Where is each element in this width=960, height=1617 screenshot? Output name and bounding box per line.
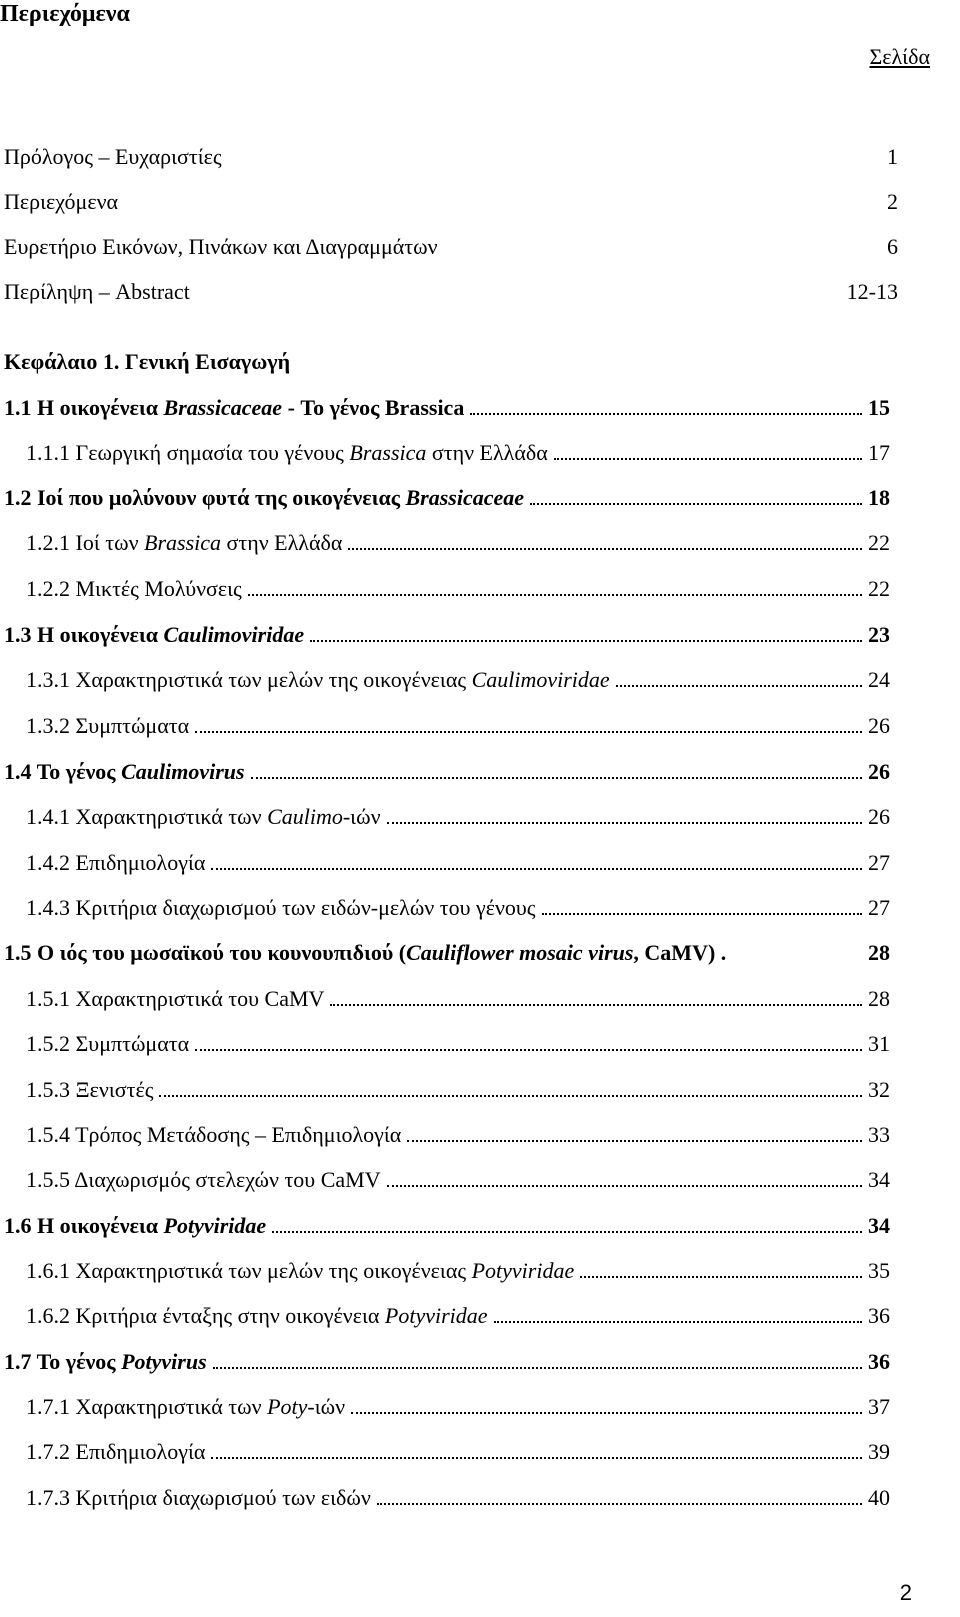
toc-leader — [387, 1185, 862, 1187]
toc-entry-title: 1.6.2 Κριτήρια ένταξης στην οικογένεια Potyviridae — [26, 1303, 488, 1328]
toc-entry-title: 1.6 Η οικογένεια Potyviridae — [4, 1213, 267, 1238]
toc-entry-title: Πρόλογος – Ευχαριστίες — [4, 144, 222, 169]
toc-entry — [26, 1301, 890, 1331]
toc-leader — [272, 1231, 862, 1233]
toc-entry-title: 1.4.1 Χαρακτηριστικά των Caulimo-ιών — [26, 804, 381, 829]
toc-leader — [542, 913, 863, 915]
toc-entry-page: 24 — [868, 667, 890, 692]
toc-entry-page: 39 — [868, 1439, 890, 1464]
toc-entry-title: 1.2.2 Μικτές Μολύνσεις — [26, 576, 242, 601]
toc-entry — [26, 438, 890, 468]
toc-entry-page: 33 — [868, 1122, 890, 1147]
toc-entry — [4, 483, 890, 513]
toc-leader — [348, 548, 862, 550]
toc-entry-page: 2 — [887, 189, 898, 214]
toc-entry-title: Ευρετήριο Εικόνων, Πινάκων και Διαγραμμάτων — [4, 234, 438, 259]
toc-entry-page: 26 — [868, 804, 890, 829]
toc-entry — [26, 1392, 890, 1422]
toc-entry-title: 1.4.2 Επιδημιολογία — [26, 850, 206, 875]
toc-leader — [195, 1049, 862, 1051]
toc-entry-page: 23 — [868, 622, 890, 647]
toc-chapter-heading — [4, 347, 290, 377]
toc-entry-page: 28 — [868, 986, 890, 1011]
toc-entry-title: 1.3 Η οικογένεια Caulimoviridae — [4, 622, 305, 647]
toc-entry-page: 6 — [887, 234, 898, 259]
toc-entry — [26, 1165, 890, 1195]
toc-entry — [26, 1483, 890, 1513]
page-column-label: Σελίδα — [869, 44, 930, 69]
toc-leader — [580, 1276, 862, 1278]
toc-entry-title: 1.1.1 Γεωργική σημασία του γένους Brassica στην Ελλάδα — [26, 440, 548, 465]
toc-entry-title: 1.1 Η οικογένεια Brassicaceae - Το γένος Brassica — [4, 395, 465, 420]
toc-entry — [26, 802, 890, 832]
toc-leader — [494, 1321, 862, 1323]
toc-entry — [4, 757, 890, 787]
toc-entry — [26, 848, 890, 878]
toc-entry — [26, 665, 890, 695]
toc-entry-page: 15 — [868, 395, 890, 420]
toc-entry-page: 1 — [887, 144, 898, 169]
toc-entry — [26, 1120, 890, 1150]
toc-entry — [26, 1256, 890, 1286]
toc-entry-title: 1.7.3 Κριτήρια διαχωρισμού των ειδών — [26, 1485, 371, 1510]
toc-entry — [4, 1211, 890, 1241]
toc-entry-page: 40 — [868, 1485, 890, 1510]
toc-entry — [26, 528, 890, 558]
toc-entry — [4, 142, 898, 172]
toc-entry-title: 1.3.2 Συμπτώματα — [26, 713, 190, 738]
toc-entry-page: 18 — [868, 485, 890, 510]
toc-entry — [4, 1347, 890, 1377]
toc-entry — [26, 1437, 890, 1467]
toc-entry — [26, 1029, 890, 1059]
toc-entry-title: Περιεχόμενα — [4, 189, 119, 214]
toc-entry-title: 1.5.4 Τρόπος Μετάδοσης – Επιδημιολογία — [26, 1122, 402, 1147]
toc-entry — [4, 393, 890, 423]
page-number: 2 — [899, 1580, 912, 1605]
toc-leader — [554, 458, 862, 460]
toc-entry-page: 12-13 — [846, 279, 898, 304]
toc-entry-title: 1.5.1 Χαρακτηριστικά του CaMV — [26, 986, 325, 1011]
toc-entry-page: 26 — [868, 713, 890, 738]
toc-entry — [26, 711, 890, 741]
toc-entry — [4, 187, 898, 217]
toc-entry — [4, 938, 890, 968]
toc-entry-page: 22 — [868, 530, 890, 555]
toc-entry-title: 1.2 Ιοί που μολύνουν φυτά της οικογένειας Brassicaceae — [4, 485, 525, 510]
toc-entry-page: 31 — [868, 1031, 890, 1056]
toc-entry-title: 1.5.3 Ξενιστές — [26, 1077, 154, 1102]
toc-entry-page: 34 — [868, 1213, 890, 1238]
toc-entry-title: 1.4 Το γένος Caulimovirus — [4, 759, 245, 784]
toc-leader — [330, 1004, 862, 1006]
toc-leader — [159, 1095, 862, 1097]
toc-entry-title: 1.7.1 Χαρακτηριστικά των Poty-ιών — [26, 1394, 346, 1419]
toc-entry — [4, 277, 898, 307]
toc-leader — [251, 777, 862, 779]
toc-leader — [530, 503, 862, 505]
toc-leader — [470, 413, 862, 415]
toc-entry-page: 17 — [868, 440, 890, 465]
toc-leader — [407, 1140, 862, 1142]
toc-entry — [26, 893, 890, 923]
toc-entry-title: Περίληψη – Abstract — [4, 279, 190, 304]
toc-entry-page: 36 — [868, 1303, 890, 1328]
toc-entry-page: 26 — [868, 759, 890, 784]
toc-entry-page: 27 — [868, 895, 890, 920]
toc-entry-title: 1.7.2 Επιδημιολογία — [26, 1439, 206, 1464]
toc-entry-title: Κεφάλαιο 1. Γενική Εισαγωγή — [4, 349, 291, 374]
toc-entry-page: 37 — [868, 1394, 890, 1419]
toc-entry — [26, 1075, 890, 1105]
toc-entry-title: 1.5.5 Διαχωρισμός στελεχών του CaMV — [26, 1167, 381, 1192]
toc-entry-title: 1.6.1 Χαρακτηριστικά των μελών της οικογένειας Potyviridae — [26, 1258, 575, 1283]
toc-entry-title: 1.5 Ο ιός του μωσαϊκού του κουνουπιδιού (Cauliflower mosaic virus, CaMV) . — [4, 940, 727, 965]
toc-entry — [26, 984, 890, 1014]
toc-leader — [211, 868, 862, 870]
toc-leader — [351, 1412, 862, 1414]
toc-entry-page: 22 — [868, 576, 890, 601]
toc-entry — [4, 232, 898, 262]
toc-entry — [26, 574, 890, 604]
toc-entry-title: 1.3.1 Χαρακτηριστικά των μελών της οικογένειας Caulimoviridae — [26, 667, 610, 692]
toc-entry — [4, 620, 890, 650]
toc-leader — [248, 594, 862, 596]
toc-entry-page: 27 — [868, 850, 890, 875]
toc-entry-title: 1.7 Το γένος Potyvirus — [4, 1349, 207, 1374]
toc-leader — [616, 685, 862, 687]
toc-leader — [310, 640, 862, 642]
toc-entry-page: 36 — [868, 1349, 890, 1374]
toc-leader — [213, 1367, 862, 1369]
toc-leader — [377, 1503, 862, 1505]
toc-leader — [195, 731, 862, 733]
page-title: Περιεχόμενα — [0, 1, 130, 27]
toc-entry-page: 28 — [868, 940, 890, 965]
toc-entry-page: 34 — [868, 1167, 890, 1192]
toc-entry-page: 32 — [868, 1077, 890, 1102]
toc-leader — [211, 1457, 862, 1459]
toc-entry-title: 1.2.1 Ιοί των Brassica στην Ελλάδα — [26, 530, 343, 555]
toc-leader — [387, 822, 862, 824]
toc-entry-title: 1.5.2 Συμπτώματα — [26, 1031, 190, 1056]
toc-entry-page: 35 — [868, 1258, 890, 1283]
toc-entry-title: 1.4.3 Κριτήρια διαχωρισμού των ειδών-μελών του γένους — [26, 895, 536, 920]
